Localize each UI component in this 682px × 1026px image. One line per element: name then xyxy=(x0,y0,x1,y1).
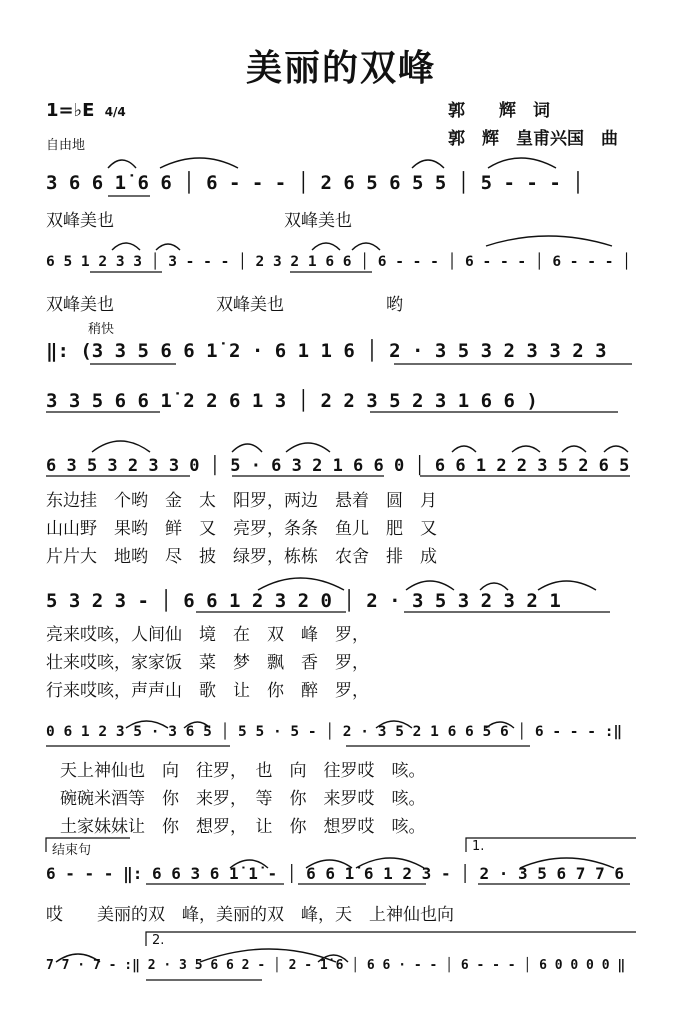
volta-1-label: 1. xyxy=(472,839,485,854)
system-6-notes: 5 3 2 3 - │ 6 6 1 2 3 2 0 │ 2 · 3 5 3 2 3 2 1 xyxy=(46,590,561,612)
system-6-lyrics-verse-2: 壮来哎咳，家家饭 菜 梦 飘 香 罗， xyxy=(46,653,369,673)
system-1-lyrics: 双峰美也 双峰美也 xyxy=(46,211,352,231)
system-8-notes: 6 - - - ‖: 6 6 3 6 1̇ 1̇ - │ 6 6 1̇ 6 1 2 3 - │ 2 · 3 5 6 7 7 6 xyxy=(46,864,624,883)
system-5-lyrics-verse-2: 山山野 果哟 鲜 又 亮罗，条条 鱼儿 肥 又 xyxy=(46,519,437,539)
system-7-lyrics-verse-3: 土家妹妹让 你 想罗， 让 你 想罗哎 咳。 xyxy=(60,817,426,837)
system-2-lyrics: 双峰美也 双峰美也 哟 xyxy=(46,295,403,315)
system-9-notes: 7 7 · 7 - :‖ 2 · 3 5 6 6 2 - │ 2 - 1̇ 6 │ 6 6 · - - │ 6 - - - │ 6 0 0 0 0 ‖ xyxy=(46,958,626,973)
system-6-lyrics-verse-3: 行来哎咳，声声山 歌 让 你 醉 罗， xyxy=(46,681,369,701)
system-5-lyrics-verse-3: 片片大 地哟 尽 披 绿罗，栋栋 农舍 排 成 xyxy=(46,547,437,567)
system-8-lyrics: 哎 美丽的双 峰，美丽的双 峰，天 上神仙也向 xyxy=(46,905,454,925)
tempo-mark: 自由地 xyxy=(46,138,86,153)
tempo-change-mark: 稍快 xyxy=(88,322,115,337)
system-2-notes: 6 5 1 2 3 3 │ 3 - - - │ 2 3 2 1 6 6 │ 6 - - - │ 6 - - - │ 6 - - - │ xyxy=(46,254,631,270)
time-signature: 4/4 xyxy=(104,105,126,119)
system-1-notes: 3 6 6 1̇ 6 6 │ 6 - - - │ 2 6 5 6 5 5 │ 5 - - - │ xyxy=(46,172,584,194)
system-7-lyrics-verse-1: 天上神仙也 向 往罗， 也 向 往罗哎 咳。 xyxy=(60,761,426,781)
volta-2-label: 2. xyxy=(152,933,165,948)
system-4-notes: 3 3 5 6 6 1̇ 2 2 6 1 3 │ 2 2 3 5 2 3 1 6 6 ) xyxy=(46,390,538,412)
system-5-notes: 6 3 5 3 2 3 3 0 │ 5 · 6 3 2 1 6 6 0 │ 6 6 1 2 2 3 5 2 6 5 xyxy=(46,456,630,476)
system-5-lyrics-verse-1: 东边挂 个哟 金 太 阳罗，两边 悬着 圆 月 xyxy=(46,491,437,511)
key-label: 1=♭E xyxy=(46,100,95,121)
lyricist-credit: 郭 辉 词 xyxy=(448,101,550,121)
system-3-notes: ‖: (3 3 5 6 6 1̇ 2 · 6 1 1 6 │ 2 · 3 5 3 2 3 3 2 3 xyxy=(46,340,607,362)
ending-phrase-label: 结束句 xyxy=(52,843,92,858)
system-7-lyrics-verse-2: 碗碗米酒等 你 来罗， 等 你 来罗哎 咳。 xyxy=(60,789,426,809)
song-title: 美丽的双峰 xyxy=(245,48,436,89)
system-7-notes: 0 6 1 2 3 5 · 3 6 5 │ 5 5 · 5 - │ 2 · 3 5 2 1 6 6 5 6 │ 6 - - - :‖ xyxy=(46,724,623,740)
composer-credit: 郭 辉 皇甫兴国 曲 xyxy=(448,129,618,149)
system-6-lyrics-verse-1: 亮来哎咳，人间仙 境 在 双 峰 罗， xyxy=(46,625,369,645)
